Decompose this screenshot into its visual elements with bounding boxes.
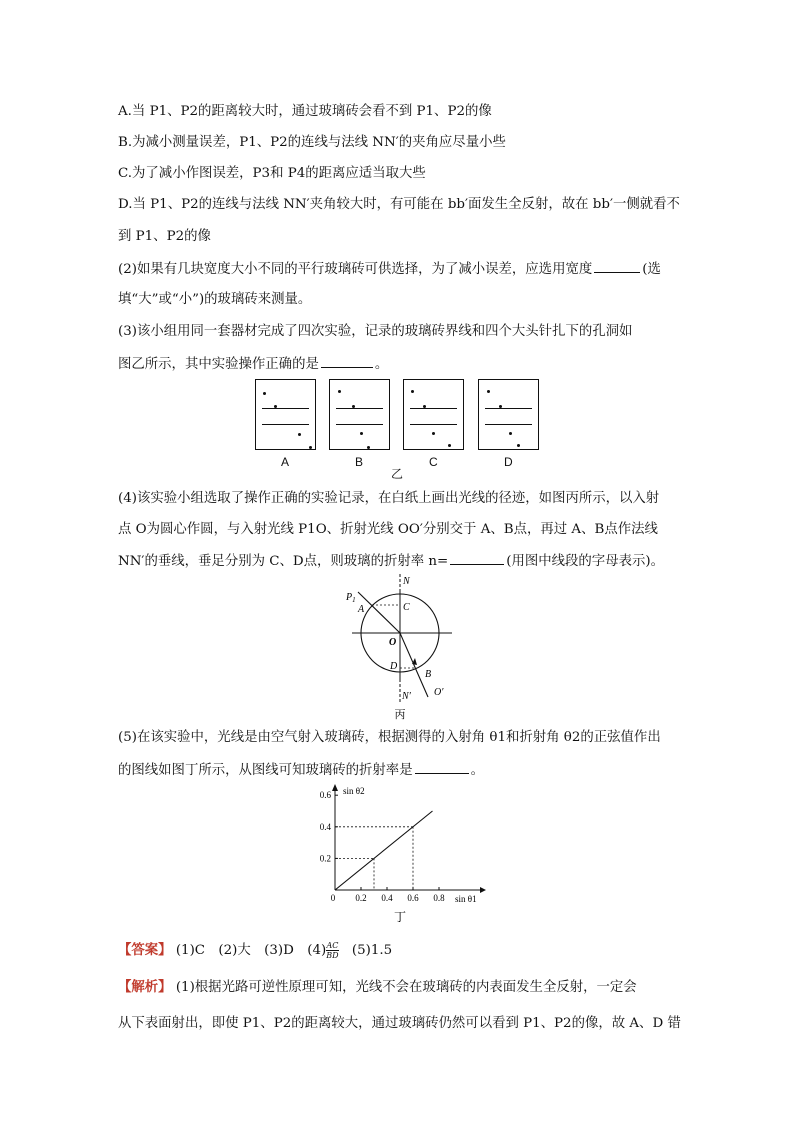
label-n-prime: N′ bbox=[402, 691, 411, 702]
label-o-prime: O′ bbox=[434, 687, 444, 698]
pin-hole bbox=[509, 432, 512, 435]
glass-edge-bottom bbox=[262, 424, 309, 425]
fraction-denominator: BD bbox=[326, 951, 339, 960]
fig-yi-caption: 乙 bbox=[391, 467, 404, 481]
answer-fraction bbox=[326, 941, 338, 960]
glass-edge-bottom bbox=[485, 424, 532, 425]
x-axis-label: sin θ1 bbox=[455, 894, 477, 904]
pin-hole bbox=[432, 432, 435, 435]
fig-yi-box-d bbox=[478, 379, 539, 450]
glass-edge-top bbox=[485, 408, 532, 409]
analysis-text: (1)根据光路可逆性原理可知，光线不会在玻璃砖的内表面发生全反射，一定会 bbox=[175, 980, 637, 995]
analysis-line1 bbox=[118, 978, 637, 997]
label-b: B bbox=[425, 669, 432, 680]
pin-hole bbox=[448, 444, 451, 447]
option-b: B.为减小测量误差，P1、P2的连线与法线 NN′的夹角应尽量小些 bbox=[118, 135, 506, 150]
glass-edge-bottom bbox=[410, 424, 457, 425]
pin-hole bbox=[360, 432, 363, 435]
y-tick-label: 0.6 bbox=[319, 790, 331, 801]
glass-edge-top bbox=[336, 408, 383, 409]
glass-edge-bottom bbox=[336, 424, 383, 425]
question-2-line2: 填“大”或“小”)的玻璃砖来测量。 bbox=[118, 292, 312, 307]
label-p1: $P_1$ bbox=[346, 592, 356, 604]
question-2-text: (2)如果有几块宽度大小不同的平行玻璃砖可供选择，为了减小误差，应选用宽度 bbox=[118, 262, 593, 277]
refracted-ray bbox=[400, 633, 428, 697]
y-tick-label: 0.4 bbox=[319, 821, 331, 832]
glass-edge-top bbox=[262, 408, 309, 409]
option-d-line1: D.当 P1、P2的连线与法线 NN′夹角较大时，有可能在 bb′面发生全反射，故在 bb′一侧就看不 bbox=[118, 197, 680, 212]
label-o: O bbox=[389, 637, 397, 648]
y-axis-arrow bbox=[332, 784, 338, 791]
glass-edge-top bbox=[410, 408, 457, 409]
pin-hole bbox=[367, 446, 370, 449]
fig-yi-box-a bbox=[255, 379, 316, 450]
fig-yi-box-c bbox=[403, 379, 464, 450]
answer-line bbox=[118, 941, 392, 960]
fig-bing-caption: 丙 bbox=[394, 709, 406, 721]
question-4-line1: (4)该实验小组选取了操作正确的实验记录，在白纸上画出光线的径迹，如图丙所示，以入射 bbox=[118, 491, 660, 506]
question-2-tail: (选 bbox=[642, 262, 661, 277]
question-5-text: 的图线如图丁所示，从图线可知玻璃砖的折射率是 bbox=[118, 763, 413, 778]
pin-hole bbox=[263, 392, 266, 395]
answer-text: (1)C (2)大 (3)D (4) bbox=[175, 943, 327, 958]
question-4-line2: 点 O为圆心作圆，与入射光线 P1O、折射光线 OO′分别交于 A、B点，再过 A、B点作法线 bbox=[118, 522, 658, 537]
fig-yi-label-a: A bbox=[281, 455, 290, 469]
label-a: A bbox=[358, 604, 365, 615]
fig-yi-box-b bbox=[329, 379, 390, 450]
pin-hole bbox=[487, 390, 490, 393]
fig-yi-label-c: C bbox=[429, 455, 438, 469]
question-3-text: 图乙所示，其中实验操作正确的是 bbox=[118, 357, 319, 372]
question-5-line2 bbox=[118, 761, 484, 780]
pin-hole bbox=[274, 405, 277, 408]
fig-yi-label-d: D bbox=[504, 455, 513, 469]
pin-hole bbox=[352, 405, 355, 408]
answer-blank-3 bbox=[321, 355, 373, 368]
pin-hole bbox=[309, 446, 312, 449]
question-3-line1: (3)该小组用同一套器材完成了四次实验，记录的玻璃砖界线和四个大头针扎下的孔洞如 bbox=[118, 324, 633, 339]
fig-ding-chart bbox=[305, 782, 495, 924]
question-4-text: NN′的垂线，垂足分别为 C、D点，则玻璃的折射率 n= bbox=[118, 554, 449, 569]
fig-yi-label-b: B bbox=[355, 455, 364, 469]
x-tick-label: 0 bbox=[330, 893, 336, 903]
question-2-line1 bbox=[118, 260, 661, 279]
label-d: D bbox=[390, 661, 398, 672]
series-line bbox=[335, 811, 433, 890]
question-4-line3 bbox=[118, 552, 664, 571]
x-tick-label: 0.6 bbox=[407, 893, 419, 903]
question-5-line1: (5)在该实验中，光线是由空气射入玻璃砖，根据测得的入射角 θ1和折射角 θ2的正弦值作出 bbox=[118, 730, 661, 745]
pin-hole bbox=[338, 390, 341, 393]
incident-ray bbox=[358, 592, 400, 633]
pin-hole bbox=[499, 405, 502, 408]
label-n: N bbox=[403, 576, 410, 587]
pin-hole bbox=[298, 433, 301, 436]
pin-hole bbox=[517, 444, 520, 447]
y-tick-label: 0.2 bbox=[319, 853, 331, 864]
answer-tail: (5)1.5 bbox=[338, 943, 393, 958]
option-a: A.当 P1、P2的距离较大时，通过玻璃砖会看不到 P1、P2的像 bbox=[118, 104, 492, 119]
question-3-line2 bbox=[118, 355, 388, 374]
label-c: C bbox=[403, 602, 410, 613]
answer-blank-5 bbox=[415, 761, 469, 774]
pin-hole bbox=[423, 405, 426, 408]
question-5-tail: 。 bbox=[470, 763, 484, 778]
question-3-tail: 。 bbox=[374, 357, 389, 372]
answer-blank-2 bbox=[594, 260, 640, 273]
fig-bing-diagram bbox=[340, 572, 470, 722]
x-tick-label: 0.2 bbox=[355, 893, 367, 903]
question-4-tail: (用图中线段的字母表示)。 bbox=[506, 554, 664, 569]
x-tick-label: 0.8 bbox=[433, 893, 445, 903]
analysis-tag: 【解析】 bbox=[118, 979, 172, 995]
fig-ding-caption: 丁 bbox=[393, 910, 407, 924]
answer-blank-4 bbox=[450, 552, 504, 565]
fraction-numerator: AC bbox=[326, 941, 339, 950]
y-axis-label: sin θ2 bbox=[343, 786, 365, 796]
x-axis-arrow bbox=[480, 887, 486, 893]
option-c: C.为了减小作图误差，P3和 P4的距离应适当取大些 bbox=[118, 166, 426, 181]
answer-tag: 【答案】 bbox=[118, 942, 172, 958]
option-d-line2: 到 P1、P2的像 bbox=[118, 229, 211, 244]
pin-hole bbox=[411, 390, 414, 393]
x-tick-label: 0.4 bbox=[381, 893, 393, 903]
analysis-line2: 从下表面射出，即使 P1、P2的距离较大，通过玻璃砖仍然可以看到 P1、P2的像，故 A、D 错 bbox=[118, 1016, 681, 1031]
